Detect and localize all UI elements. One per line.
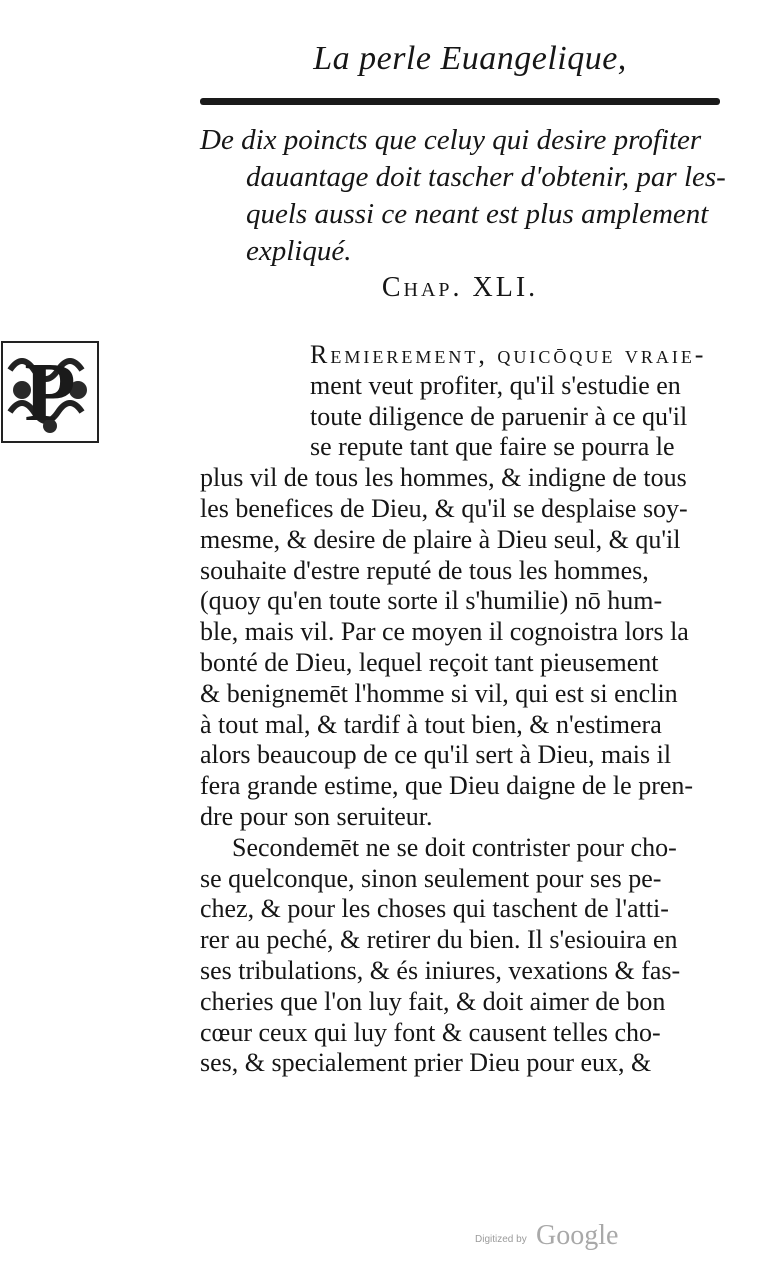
body-line: cœur ceux qui luy font & causent telles cho- [200,1017,661,1047]
summary-line: dauantage doit tascher d'obtenir, par les- [246,161,726,193]
body-line: Remierement, quicōque vraie- [310,340,707,369]
body-line: ses, & specialement prier Dieu pour eux, & [200,1048,652,1078]
google-logo: Google [536,1220,619,1251]
page-header [200,40,720,78]
body-line: ble, mais vil. Par ce moyen il cognoistra lors la [200,617,689,647]
body-line: Secondemēt ne se doit contrister pour cho- [232,832,677,862]
body-line: bonté de Dieu, lequel reçoit tant pieusement [200,647,659,677]
body-line: rer au peché, & retirer du bien. Il s'esiouira en [200,925,678,955]
digitization-watermark [470,1218,650,1258]
body-line: plus vil de tous les hommes, & indigne de tous [200,463,687,493]
body-line: se repute tant que faire se pourra le [310,432,675,462]
body-line: mesme, & desire de plaire à Dieu seul, & qu'il [200,524,681,554]
body-line: cheries que l'on luy fait, & doit aimer de bon [200,986,666,1016]
running-head: La perle Euangelique, [313,40,627,77]
summary-line: expliqué. [246,235,352,267]
body-line: & benignemēt l'homme si vil, qui est si enclin [200,678,678,708]
body-line: chez, & pour les choses qui taschent de l'atti- [200,894,669,924]
body-line: les benefices de Dieu, & qu'il se desplaise soy- [200,493,688,523]
ornamental-initial-p-icon [0,340,100,444]
body-line: (quoy qu'en toute sorte il s'humilie) nō hum- [200,586,663,616]
body-line: toute diligence de paruenir à ce qu'il [310,401,688,431]
body-line: souhaite d'estre reputé de tous les hommes, [200,555,649,585]
digitized-label: Digitized by [475,1234,527,1245]
body-line: ment veut profiter, qu'il s'estudie en [310,370,681,400]
body-line: fera grande estime, que Dieu daigne de le pren- [200,771,694,801]
body-line: alors beaucoup de ce qu'il sert à Dieu, mais il [200,740,672,770]
body-line: se quelconque, sinon seulement pour ses pe- [200,863,662,893]
header-rule [200,98,720,105]
body-line: dre pour son seruiteur. [200,801,433,831]
body-line: à tout mal, & tardif à tout bien, & n'estimera [200,709,662,739]
summary-line: De dix poincts que celuy qui desire profiter [200,124,702,156]
chapter-summary [200,122,730,270]
body-line: ses tribulations, & és iniures, vexations & fas- [200,955,681,985]
chapter-heading: Chap. XLI. [381,272,539,303]
summary-line: quels aussi ce neant est plus amplement [246,198,709,230]
chapter-body [200,340,720,1079]
svg-text:P: P [24,346,76,439]
